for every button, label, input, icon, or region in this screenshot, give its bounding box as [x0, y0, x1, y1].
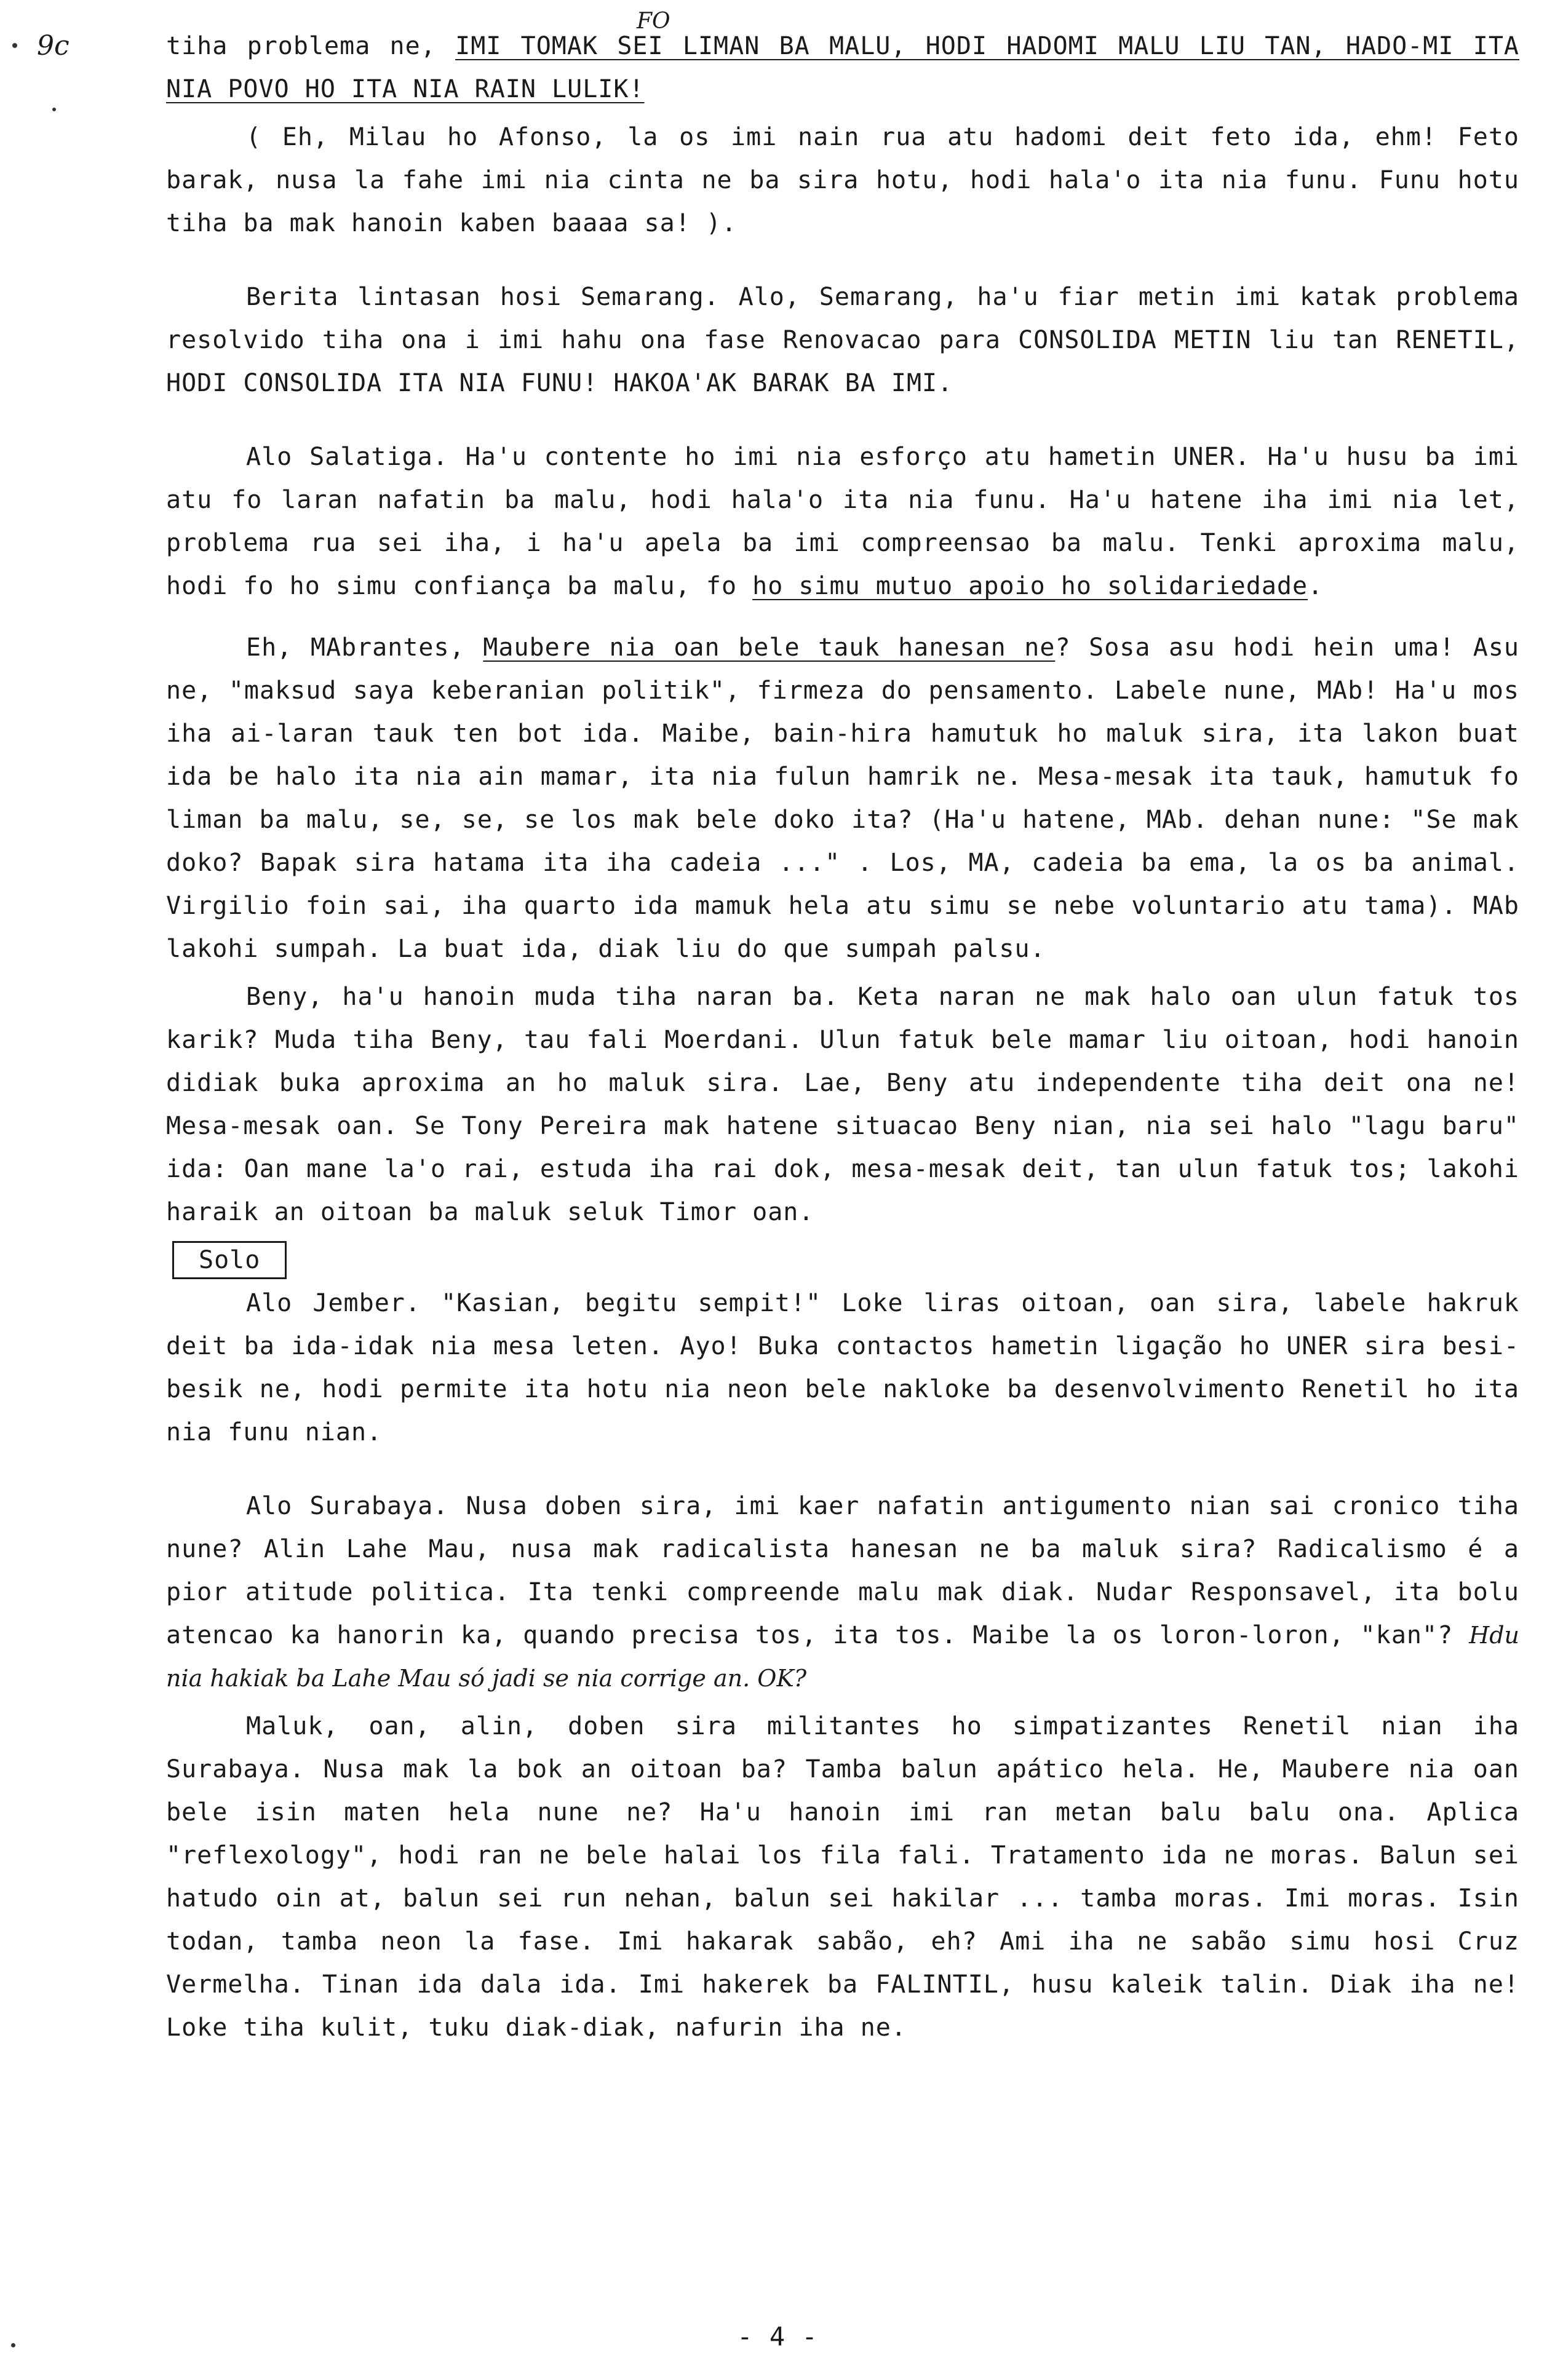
scan-speck — [52, 108, 56, 111]
handwritten-insert: FO — [637, 9, 670, 34]
paragraph-1: tiha problema ne, IMI TOMAK SEI LIMAN BA MALU, HODI HADOMI MALU LIU TAN, HADO-MI ITA NIA POVO HO ITA NIA RAIN LULIK! — [166, 32, 1519, 103]
underlined-appeal: IMI TOMAK SEI LIMAN BA MALU, HODI HADOMI MALU LIU TAN, HADO-MI ITA NIA POVO HO ITA NIA RAIN LULIK! — [166, 32, 1519, 103]
body-text — [166, 25, 1519, 2049]
paragraph-jember: Alo Jember. "Kasian, begitu sempit!" Loke liras oitoan, oan sira, labele hakruk deit ba ida-idak nia mesa leten. Ayo! Buka contactos hametin ligação ho UNER sira besi-besik ne, hodi permite ita hotu nia neon bele nakloke ba desenvolvimento Renetil ho ita nia funu nian. — [166, 1289, 1519, 1446]
page-number: - 4 - — [737, 2322, 818, 2352]
paragraph-surabaya: Alo Surabaya. Nusa doben sira, imi kaer nafatin antigumento nian sai cronico tiha nune? Alin Lahe Mau, nusa mak radicalista hanesan ne ba maluk sira? Radicalismo é a pior atitude politica. Ita tenki compreende malu mak diak. Nudar Responsavel, ita bolu atencao ka hanorin ka, quando precisa tos, ita tos. Maibe la os loron-loron, "kan"? Hdu nia hakiak ba Lahe Mau só jadi se nia corrige an. OK? — [166, 1492, 1519, 1692]
paragraph-mabrantes: Eh, MAbrantes, Maubere nia oan bele tauk hanesan ne? Sosa asu hodi hein uma! Asu ne, "maksud saya keberanian politik", firmeza do pensamento. Labele nune, MAb! Ha'u mos iha ai-laran tauk ten bot ida. Maibe, bain-hira hamutuk ho maluk sira, ita lakon buat ida be halo ita nia ain mamar, ita nia fulun hamrik ne. Mesa-mesak ita tauk, hamutuk fo liman ba malu, se, se, se los mak bele doko ita? (Ha'u hatene, MAb. dehan nune: "Se mak doko? Bapak sira hatama ita iha cadeia ..." . Los, MA, cadeia ba ema, la os ba animal. Virgilio foin sai, iha quarto ida mamuk hela atu simu se nebe voluntario atu tama). MAb lakohi sumpah. La buat ida, diak liu do que sumpah palsu. — [166, 633, 1519, 963]
handwritten-note: Hdu nia hakiak ba Lahe Mau só jadi se nia corrige an. OK? — [166, 1622, 1519, 1692]
paragraph-beny: Beny, ha'u hanoin muda tiha naran ba. Keta naran ne mak halo oan ulun fatuk tos karik? Muda tiha Beny, tau fali Moerdani. Ulun fatuk bele mamar liu oitoan, hodi hanoin didiak buka aproxima an ho maluk sira. Lae, Beny atu independente tiha deit ona ne! Mesa-mesak oan. Se Tony Pereira mak hatene situacao Beny nian, nia sei halo "lagu baru" ida: Oan mane la'o rai, estuda iha rai dok, mesa-mesak deit, tan ulun fatuk tos; lakohi haraik an oitoan ba maluk seluk Timor oan. — [166, 983, 1519, 1226]
paragraph-militantes: Maluk, oan, alin, doben sira militantes ho simpatizantes Renetil nian iha Surabaya. Nusa mak la bok an oitoan ba? Tamba balun apático hela. He, Maubere nia oan bele isin maten hela nune ne? Ha'u hanoin imi ran metan balu balu ona. Aplica "reflexology", hodi ran ne bele halai los fila fali. Tratamento ida ne moras. Balun sei hatudo oin at, balun sei run nehan, balun sei hakilar ... tamba moras. Imi moras. Isin todan, tamba neon la fase. Imi hakarak sabão, eh? Ami iha ne sabão simu hosi Cruz Vermelha. Tinan ida dala ida. Imi hakerek ba FALINTIL, husu kaleik talin. Diak iha ne! Loke tiha kulit, tuku diak-diak, nafurin iha ne. — [166, 1712, 1519, 2042]
solo-label: Solo — [172, 1241, 287, 1279]
scan-speck — [11, 2343, 15, 2347]
paragraph-2: ( Eh, Milau ho Afonso, la os imi nain rua atu hadomi deit feto ida, ehm! Feto barak, nusa la fahe imi nia cinta ne ba sira hotu, hodi hala'o ita nia funu. Funu hotu tiha ba mak hanoin kaben baaaa sa! ). — [166, 123, 1519, 237]
scan-speck — [12, 43, 17, 48]
paragraph-salatiga: Alo Salatiga. Ha'u contente ho imi nia esforço atu hametin UNER. Ha'u husu ba imi atu fo laran nafatin ba malu, hodi hala'o ita nia funu. Ha'u hatene iha imi nia let, problema rua sei iha, i ha'u apela ba imi compreensao ba malu. Tenki aproxima malu, hodi fo ho simu confiança ba malu, fo ho simu mutuo apoio ho solidariedade. — [166, 443, 1519, 600]
solo-label-row — [166, 1239, 1519, 1282]
margin-marker: 9c — [37, 30, 70, 61]
underlined-solidarity: ho simu mutuo apoio ho solidariedade — [752, 572, 1308, 600]
underlined-maubere: Maubere nia oan bele tauk hanesan ne — [483, 633, 1056, 662]
paragraph-semarang: Berita lintasan hosi Semarang. Alo, Semarang, ha'u fiar metin imi katak problema resolvido tiha ona i imi hahu ona fase Renovacao para CONSOLIDA METIN liu tan RENETIL, HODI CONSOLIDA ITA NIA FUNU! HAKOA'AK BARAK BA IMI. — [166, 283, 1519, 397]
